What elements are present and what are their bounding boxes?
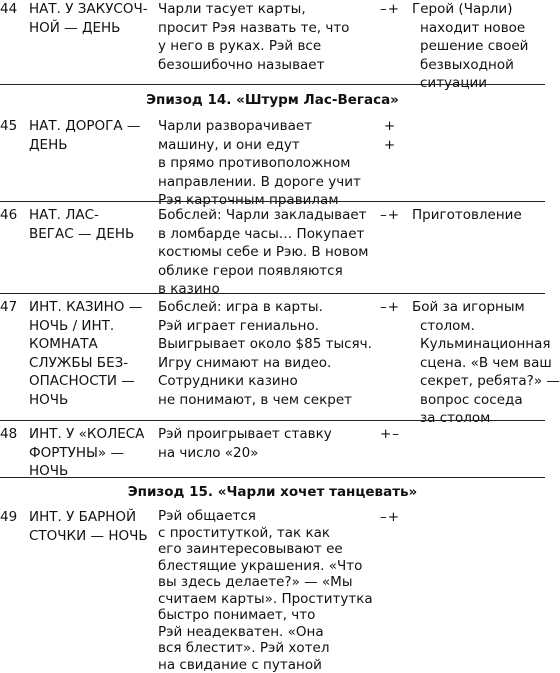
comment-line: вопрос соседа bbox=[412, 391, 545, 410]
scene-heading bbox=[29, 0, 149, 37]
description-line: костюмы себе и Рэю. В новом bbox=[158, 243, 383, 262]
row-divider bbox=[0, 84, 545, 85]
row-divider bbox=[0, 420, 545, 421]
row-divider bbox=[0, 477, 545, 478]
description-line: безошибочно называет bbox=[158, 56, 383, 75]
comment-line: ситуации bbox=[412, 74, 545, 93]
comment-line: находит новое bbox=[412, 19, 545, 38]
comment-line: Кульминационная bbox=[412, 335, 545, 354]
description-line: с проституткой, так как bbox=[158, 525, 383, 542]
description-line: просит Рэя назвать те, что bbox=[158, 19, 383, 38]
description-line: Игру снимают на видео. bbox=[158, 354, 383, 373]
description-line: Чарли тасует карты, bbox=[158, 0, 383, 19]
scene-number: 49 bbox=[0, 508, 24, 527]
description-line: машину, и они едут bbox=[158, 136, 383, 155]
description-line: Рэй общается bbox=[158, 508, 383, 525]
scene-description bbox=[158, 425, 383, 462]
scene-description bbox=[158, 0, 383, 74]
scene-heading-line: НАТ. ЛАС- bbox=[29, 206, 149, 225]
scene-heading bbox=[29, 425, 149, 481]
value-sign-line: + bbox=[378, 117, 402, 136]
comment-line: Бой за игорным bbox=[412, 298, 545, 317]
comment-line: решение своей bbox=[412, 37, 545, 56]
description-line: Чарли разворачивает bbox=[158, 117, 383, 136]
scene-heading-line: ИНТ. КАЗИНО — bbox=[29, 298, 149, 317]
scene-heading-line: СЛУЖБЫ БЕЗ- bbox=[29, 354, 149, 373]
episode-heading: Эпизод 15. «Чарли хочет танцевать» bbox=[0, 483, 545, 502]
value-sign bbox=[378, 206, 402, 225]
scene-heading-line: КОМНАТА bbox=[29, 335, 149, 354]
scene-heading bbox=[29, 508, 149, 545]
description-line: у него в руках. Рэй все bbox=[158, 37, 383, 56]
description-line: в прямо противоположном bbox=[158, 154, 383, 173]
scene-number: 45 bbox=[0, 117, 24, 136]
scene-description bbox=[158, 508, 383, 673]
scene-heading-line: НОЧЬ bbox=[29, 391, 149, 410]
scene-description bbox=[158, 298, 383, 409]
scene-heading-line: ИНТ. У «КОЛЕСА bbox=[29, 425, 149, 444]
value-sign bbox=[378, 508, 402, 527]
description-line: его заинтересовывают ее bbox=[158, 541, 383, 558]
scene-heading-line: НАТ. У ЗАКУСОЧ- bbox=[29, 0, 149, 19]
description-line: облике герои появляются bbox=[158, 262, 383, 281]
scene-comment bbox=[412, 298, 545, 428]
description-line: Выигрывает около $85 тысяч. bbox=[158, 335, 383, 354]
scene-number: 47 bbox=[0, 298, 24, 317]
description-line: не понимают, в чем секрет bbox=[158, 391, 383, 410]
value-sign-line: –+ bbox=[378, 206, 402, 225]
comment-line: секрет, ребята?» — bbox=[412, 372, 545, 391]
description-line: Рэя карточным правилам bbox=[158, 191, 383, 210]
scene-comment bbox=[412, 206, 545, 225]
scene-number: 44 bbox=[0, 0, 24, 19]
row-divider bbox=[0, 201, 545, 202]
description-line: Сотрудники казино bbox=[158, 372, 383, 391]
scene-heading-line: ИНТ. У БАРНОЙ bbox=[29, 508, 149, 527]
description-line: в казино bbox=[158, 280, 383, 299]
description-line: вся блестит». Рэй хотел bbox=[158, 640, 383, 657]
description-line: быстро понимает, что bbox=[158, 607, 383, 624]
description-line: на число «20» bbox=[158, 444, 383, 463]
description-line: Бобслей: Чарли закладывает bbox=[158, 206, 383, 225]
description-line: вы здесь делаете?» — «Мы bbox=[158, 574, 383, 591]
description-line: на свидание с путаной bbox=[158, 657, 383, 673]
comment-line: Герой (Чарли) bbox=[412, 0, 545, 19]
scene-number: 46 bbox=[0, 206, 24, 225]
comment-line: сцена. «В чем ваш bbox=[412, 354, 545, 373]
episode-heading: Эпизод 14. «Штурм Лас-Вегаса» bbox=[0, 91, 545, 110]
value-sign bbox=[378, 425, 402, 444]
comment-line: за столом bbox=[412, 409, 545, 428]
scene-number: 48 bbox=[0, 425, 24, 444]
row-divider bbox=[0, 293, 545, 294]
value-sign bbox=[378, 117, 402, 154]
comment-line: столом. bbox=[412, 317, 545, 336]
description-line: в ломбарде часы… Покупает bbox=[158, 225, 383, 244]
description-line: Рэй проигрывает ставку bbox=[158, 425, 383, 444]
description-line: считаем карты». Проститутка bbox=[158, 591, 383, 608]
scene-heading-line: НОЧЬ bbox=[29, 462, 149, 481]
description-line: направлении. В дороге учит bbox=[158, 173, 383, 192]
scene-heading bbox=[29, 117, 149, 154]
value-sign-line: + bbox=[378, 136, 402, 155]
value-sign-line: –+ bbox=[378, 0, 402, 19]
value-sign bbox=[378, 0, 402, 19]
value-sign-line: –+ bbox=[378, 298, 402, 317]
scene-description bbox=[158, 117, 383, 210]
scene-heading bbox=[29, 298, 149, 409]
value-sign bbox=[378, 298, 402, 317]
scene-heading-line: СТОЧКИ — НОЧЬ bbox=[29, 527, 149, 546]
scene-heading-line: НОЙ — ДЕНЬ bbox=[29, 19, 149, 38]
description-line: Рэй играет гениально. bbox=[158, 317, 383, 336]
comment-line: Приготовление bbox=[412, 206, 545, 225]
scene-description bbox=[158, 206, 383, 299]
scene-heading-line: НАТ. ДОРОГА — bbox=[29, 117, 149, 136]
value-sign-line: –+ bbox=[378, 508, 402, 527]
description-line: Бобслей: игра в карты. bbox=[158, 298, 383, 317]
scene-heading-line: ДЕНЬ bbox=[29, 136, 149, 155]
description-line: блестящие украшения. «Что bbox=[158, 558, 383, 575]
scene-comment bbox=[412, 0, 545, 93]
description-line: Рэй неадекватен. «Она bbox=[158, 624, 383, 641]
value-sign-line: +– bbox=[378, 425, 402, 444]
scene-heading-line: ФОРТУНЫ» — bbox=[29, 444, 149, 463]
comment-line: безвыходной bbox=[412, 56, 545, 75]
scene-heading-line: ВЕГАС — ДЕНЬ bbox=[29, 225, 149, 244]
scene-heading-line: НОЧЬ / ИНТ. bbox=[29, 317, 149, 336]
scene-heading-line: ОПАСНОСТИ — bbox=[29, 372, 149, 391]
scene-heading bbox=[29, 206, 149, 243]
